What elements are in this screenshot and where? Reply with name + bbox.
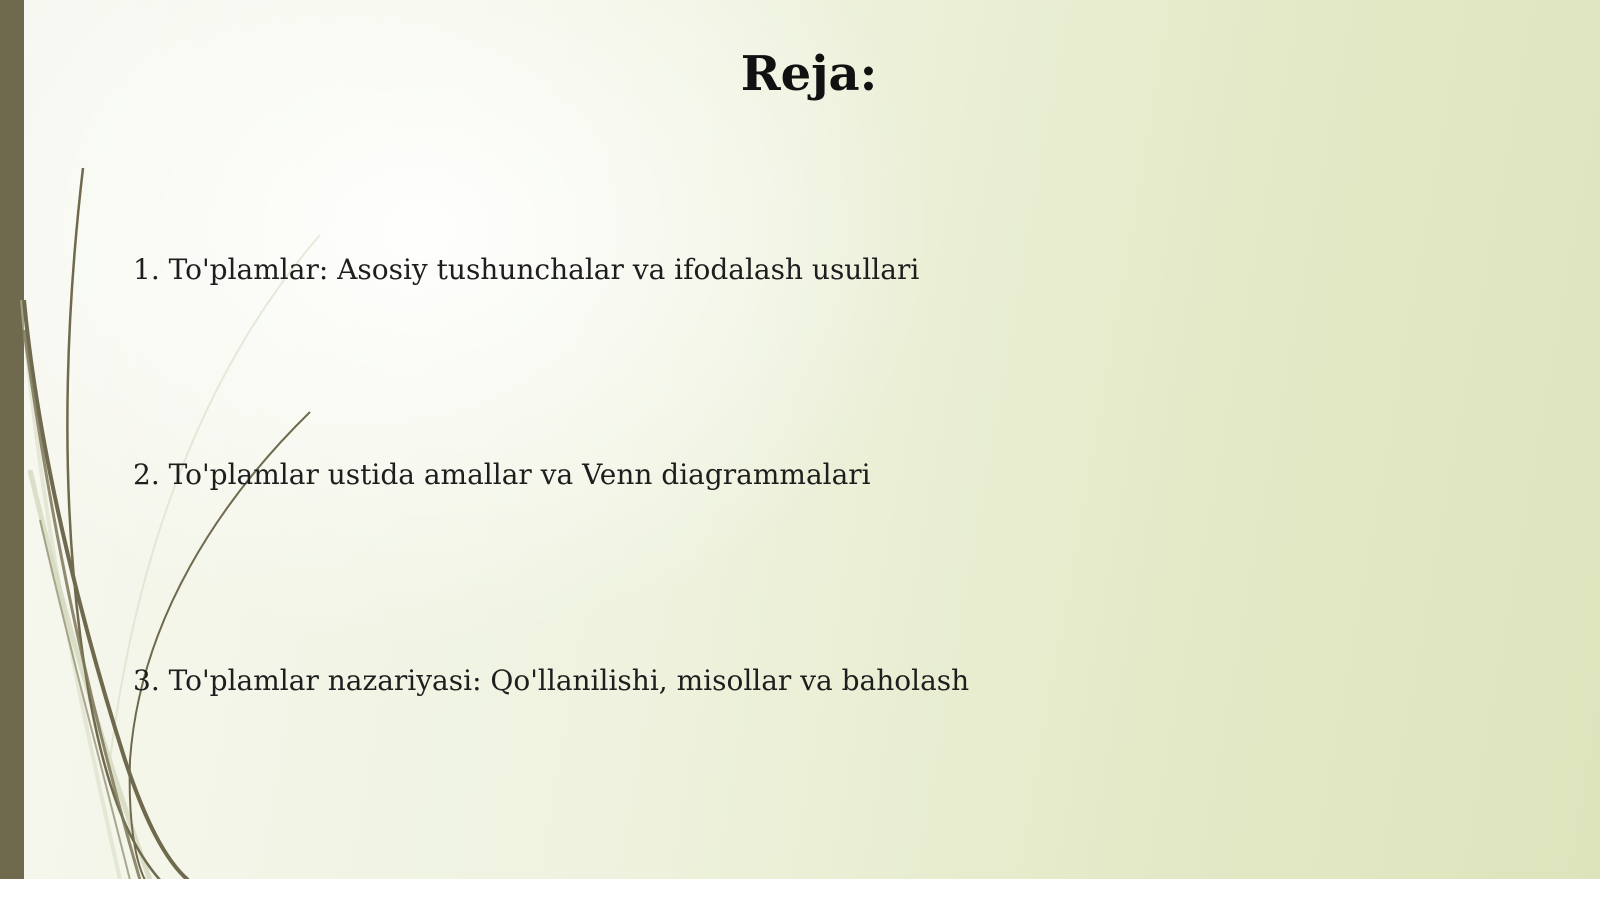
grass-decoration [0,0,360,899]
plan-item: 3. To'plamlar nazariyasi: Qo'llanilishi, misollar va baholash [133,664,970,697]
plan-item: 1. To'plamlar: Asosiy tushunchalar va ifodalash usullari [133,253,920,286]
slide-title: Reja: [740,46,878,102]
bottom-edge [0,879,1600,899]
plan-item: 2. To'plamlar ustida amallar va Venn diagrammalari [133,458,871,491]
